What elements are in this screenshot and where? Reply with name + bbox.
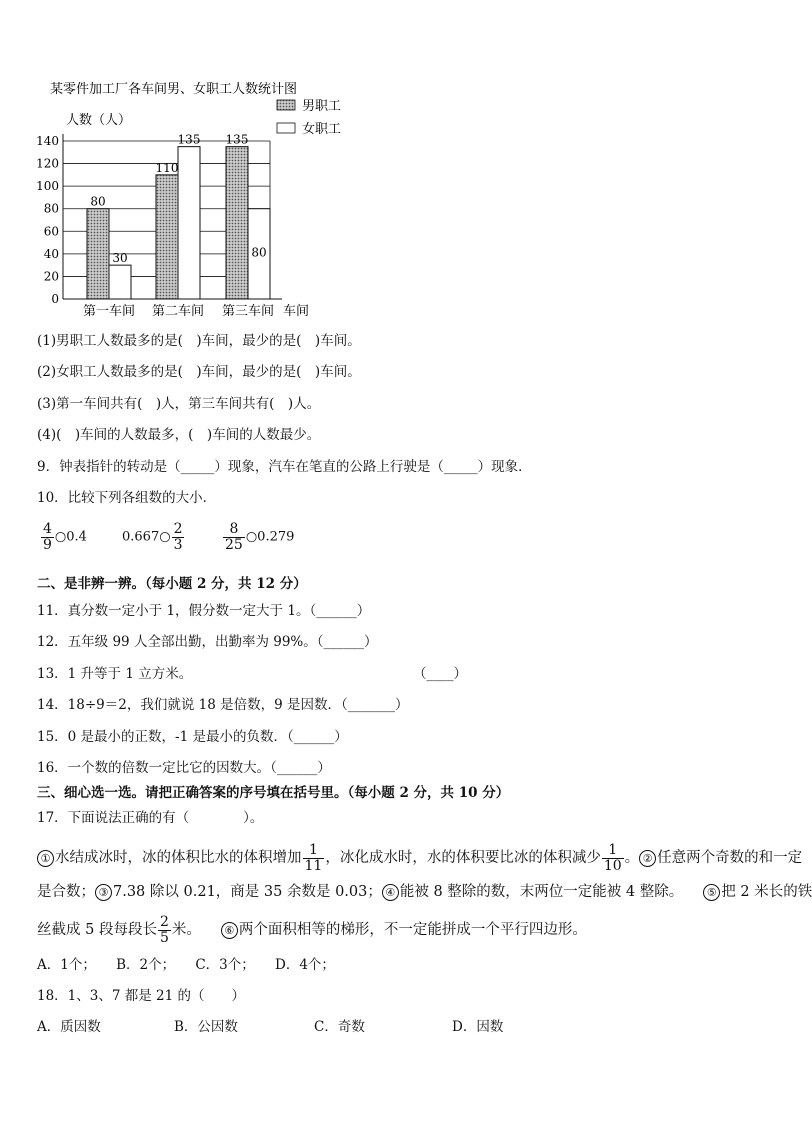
q18-option-a: A．质因数 [37,1019,101,1035]
chart-title: 某零件加工厂各车间男、女职工人数统计图 [50,82,298,97]
q18-option-d: D．因数 [452,1019,504,1035]
x-tick-labels [83,303,274,319]
q17-line1: ① 水结成冰时，冰的体积比水的体积增加 $\frac{1}{11}$ ，冰化成水时，水的体积要比冰的体积减少 $\frac{1}{10}$ 。 ② 任意两个奇数的和一定 [37,841,802,875]
q8-sub3: (3)第一车间共有( )人，第三车间共有( )人。 [37,396,321,412]
y-tick-20: 20 [43,269,59,284]
data-label-male-1: 80 [90,194,106,209]
y-tick-140: 140 [36,134,59,148]
fraction-2-3: $\frac{2}{3}$ [173,521,183,553]
legend-label-male: 男职工 [302,99,342,114]
y-axis-label: 人数（人） [66,113,132,128]
q11-text: 11．真分数一定小于 1，假分数一定大于 1。（______） [37,603,371,619]
q18-option-c: C．奇数 [314,1019,365,1035]
x-tick-1: 第一车间 [82,304,136,319]
y-tick-labels [36,134,59,306]
fraction-1-10: $\frac{1}{10}$ [603,841,622,874]
y-tick-60: 60 [43,224,59,239]
y-tick-120: 120 [36,156,59,171]
data-label-female-3: 80 [251,245,267,260]
data-label-male-2: 110 [155,160,179,175]
q8-sub4: (4)( )车间的人数最多，( )车间的人数最少。 [37,427,321,443]
bar-male-1 [87,209,109,299]
circled-number-3: ③ [95,884,112,901]
x-tick-2: 第二车间 [151,304,205,319]
data-label-female-1: 30 [112,251,128,266]
y-tick-80: 80 [43,201,59,216]
section3-heading: 三、细心选一选。请把正确答案的序号填在括号里。（每小题 2 分，共 10 分） [37,785,510,801]
q12-text: 12．五年级 99 人全部出勤，出勤率为 99%。（______） [37,634,378,650]
q13-text: 13．1 升等于 1 立方米。 [37,666,193,682]
bar-male-3 [226,147,248,299]
legend-swatch-male [277,100,295,110]
x-tick-3: 第三车间 [221,304,275,319]
y-tick-100: 100 [36,179,59,194]
q15-text: 15．0 是最小的正数，-1 是最小的负数．（______） [37,729,348,745]
bar-male-2 [156,175,178,299]
q17-line2: 是合数； ③ 7.38 除以 0.21，商是 35 余数是 0.03； ④ 能被 8 整除的数，末两位一定能被 4 整除。 ⑤ 把 2 米长的铁 [37,884,812,900]
fraction-8-25: $\frac{8}{25}$ [225,521,243,553]
q10-item-a: $\frac{4}{9}$ ○0.4 [43,521,87,553]
q13-blank: （____） [413,666,467,682]
section2-heading: 二、是非辨一辨。（每小题 2 分，共 12 分） [37,576,307,592]
q17-stem: 17．下面说法正确的有（ ）。 [37,810,264,826]
q9-text: 9．钟表指针的转动是（_____）现象，汽车在笔直的公路上行驶是（_____）现象． [37,459,532,475]
y-tick-40: 40 [43,246,59,261]
q16-text: 16．一个数的倍数一定比它的因数大。（______） [37,760,331,776]
data-label-male-3: 135 [225,132,249,147]
legend-label-female: 女职工 [302,122,342,137]
fraction-4-9: $\frac{4}{9}$ [43,521,52,553]
circled-number-4: ④ [382,884,399,901]
y-tick-0: 0 [51,292,59,306]
bar-female-2 [178,147,200,299]
q10-item-c: $\frac{8}{25}$ ○0.279 [225,521,295,553]
fraction-1-11: $\frac{1}{11}$ [304,841,323,874]
q14-text: 14．18÷9＝2，我们就说 18 是倍数，9 是因数．（_______） [37,697,409,713]
bar-chart [30,78,360,323]
bar-female-1 [109,265,131,299]
q10-item-b: 0.667○ $\frac{2}{3}$ [122,521,183,553]
legend-swatch-female [277,123,295,133]
fraction-2-5: $\frac{2}{5}$ [159,913,169,946]
data-label-female-2: 135 [177,132,201,147]
q8-sub2: (2)女职工人数最多的是( )车间，最少的是( )车间。 [37,364,361,380]
q10-stem: 10．比较下列各组数的大小． [37,490,217,506]
circled-number-2: ② [639,850,656,867]
q18-option-b: B．公因数 [174,1019,238,1035]
q17-line3: 丝截成 5 段每段长 $\frac{2}{5}$ 米。 ⑥ 两个面积相等的梯形，不一定能拼成一个平行四边形。 [37,913,587,946]
q8-sub1: (1)男职工人数最多的是( )车间，最少的是( )车间。 [37,333,361,349]
legend [277,99,341,137]
circled-number-6: ⑥ [221,922,238,939]
circled-number-1: ① [37,850,54,867]
bars [87,133,270,299]
q18-stem: 18．1、3、7 都是 21 的（ ） [37,988,245,1004]
circled-number-5: ⑤ [703,884,720,901]
q17-options: A．1个； B．2个； C．3个； D．4个； [37,957,335,973]
x-axis-label: 车间 [283,304,310,319]
